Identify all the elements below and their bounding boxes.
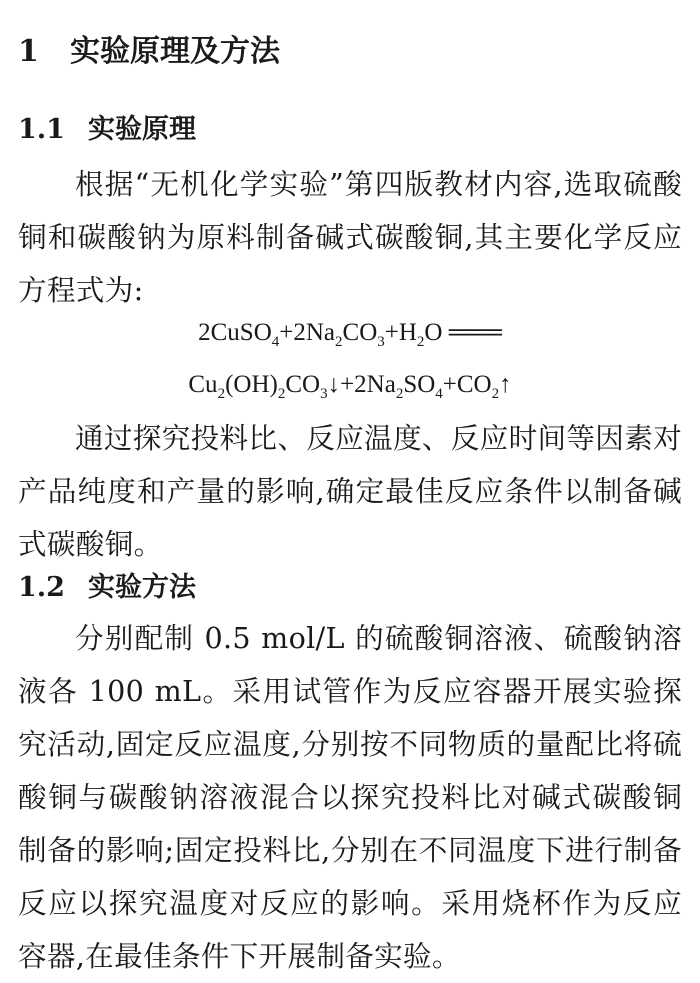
subsection-heading-2 xyxy=(18,568,196,608)
subsection-title-2: 实验方法 xyxy=(88,572,196,603)
section-title: 实验原理及方法 xyxy=(70,34,280,69)
chemical-equation-line-2: $Cu_2(OH)_2CO_3↓+2Na_2SO_4+CO_2↑$ xyxy=(188,371,512,402)
section-heading xyxy=(18,30,280,74)
principle-paragraph: 根据“无机化学实验”第四版教材内容,选取硫酸铜和碳酸钠为原料制备碱式碳酸铜,其主要化学反应方程式为: xyxy=(18,167,682,307)
section-number: 1 xyxy=(18,34,39,69)
subsection-number-1: 1.1 xyxy=(18,114,65,145)
principle-paragraph-2: 通过探究投料比、反应温度、反应时间等因素对产品纯度和产量的影响,确定最佳反应条件以制备碱式碳酸铜。 xyxy=(18,421,682,561)
subsection-title-1: 实验原理 xyxy=(88,114,196,145)
subsection-number-2: 1.2 xyxy=(18,572,65,603)
method-paragraph: 分别配制 0.5 mol/L 的硫酸铜溶液、硫酸钠溶液各 100 mL。采用试管作为反应容器开展实验探究活动,固定反应温度,分别按不同物质的量配比将硫酸铜与碳酸钠溶液混合以探究投料比对碱式碳酸铜制备的影响;固定投料比,分别在不同温度下进行制备反应以探究温度对反应的影响。采用烧杯作为反应容器,在最佳条件下开展制备实验。 xyxy=(18,621,682,973)
chemical-equation-line-1: $2CuSO_4+2Na_2CO_3+H_2O$ ═══ xyxy=(198,319,502,350)
subsection-heading-1 xyxy=(18,110,196,150)
